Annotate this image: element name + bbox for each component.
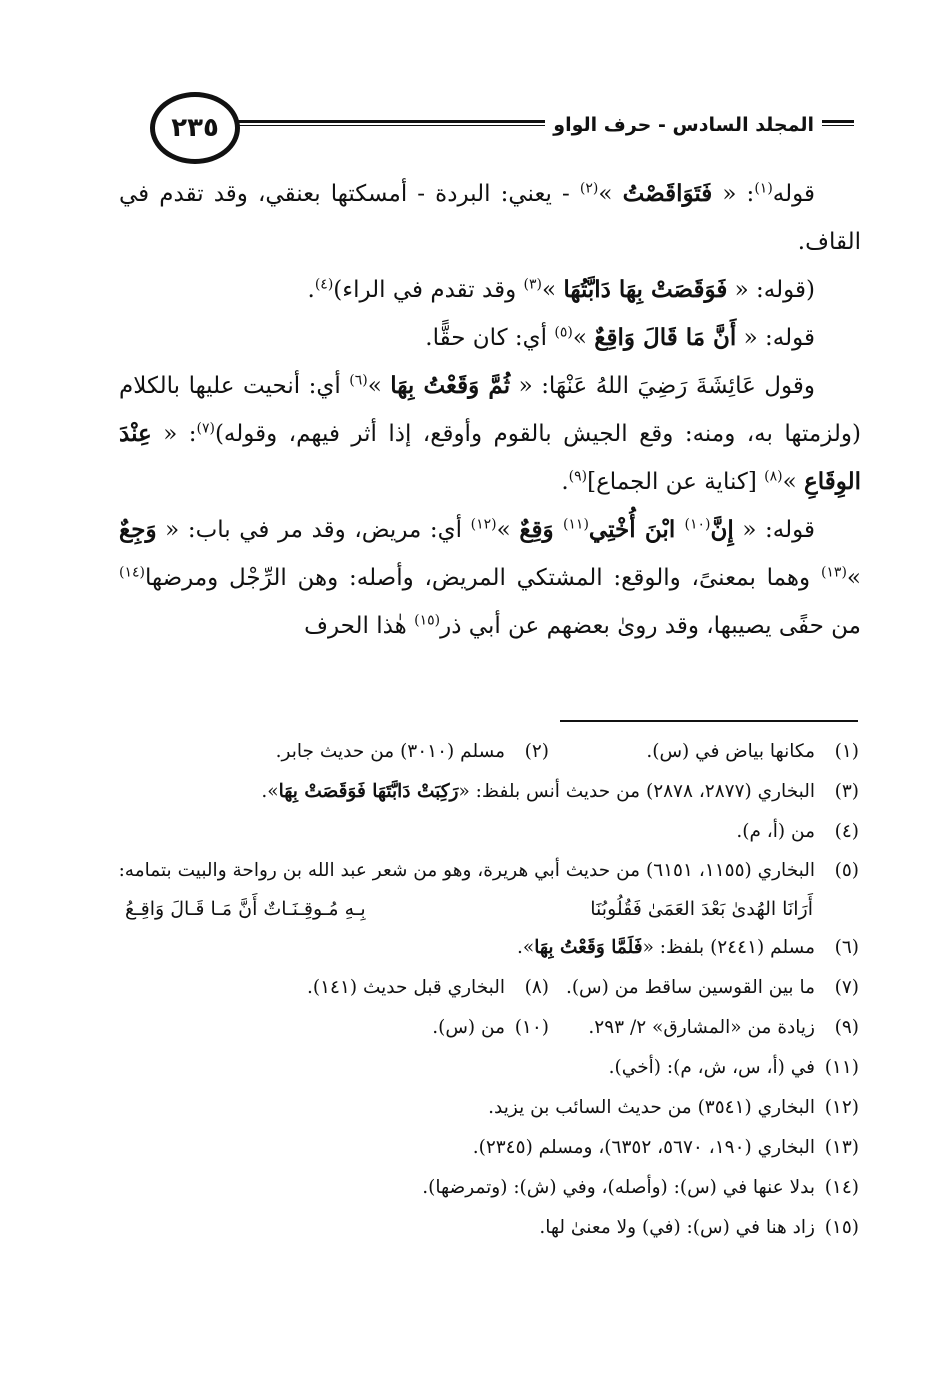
footnote-ref: (١٢) bbox=[470, 516, 497, 533]
paragraph-4: وقول عَائِشَةَ رَضِيَ اللهُ عَنْهَا: « ثُمَّ وَقَعْتُ بِهَا »$^{(٦)}$ أي: أنحيت عليها بالكلام (ولزمتها به، ومنه: وقع الجيش بالقوم وأوقع، إذا أثر فيهم، وقوله)$^{(٧)}$: « عِنْدَ الوِقَاعِ »$^{(٨)}$ [كناية عن الجماع]$^{(٩)}$. bbox=[119, 372, 861, 495]
footnote-ref: (٥) bbox=[554, 324, 573, 341]
footnote-15: (١٥) زاد هنا في (س): (في) ولا معنىٰ لها. bbox=[539, 1217, 859, 1238]
footnote-ref: (١١) bbox=[562, 516, 589, 533]
footnote-ref: (١٤) bbox=[119, 564, 145, 581]
footnote-ref: (٧) bbox=[196, 420, 215, 437]
footnote-3: (٣) البخاري (٢٨٧٧، ٢٨٧٨) من حديث أنس بلفظ: « رَكِبَتْ دَابَّتَهَا فَوَقَصَتْ بِهَا ». bbox=[261, 781, 859, 802]
hadith-word: وَجِعٌ bbox=[119, 516, 157, 543]
page-header bbox=[112, 92, 854, 162]
footnote-12: (١٢) البخاري (٣٥٤١) من حديث السائب بن يزيد. bbox=[488, 1097, 859, 1118]
footnote-8: (٨)البخاري قبل حديث (١٤١). bbox=[306, 977, 549, 998]
page-number-badge bbox=[150, 92, 240, 164]
footnote-ref: (١٠) bbox=[684, 516, 711, 533]
footnote-13: (١٣) البخاري (١٩٠، ٥٦٧٠، ٦٣٥٢)، ومسلم (٢٣٤٥). bbox=[472, 1137, 859, 1158]
verse-hemistich-1: أَرَانَا الهُدىٰ بَعْدَ العَمَىٰ فَقُلُوبُنَا bbox=[590, 898, 813, 920]
footnote-2: (٢)مسلم (٣٠١٠) من حديث جابر. bbox=[275, 741, 549, 762]
footnote-ref: (١٥) bbox=[414, 612, 441, 629]
footnote-ref: (٩) bbox=[568, 468, 588, 485]
footnote-row bbox=[115, 732, 859, 772]
footnote-ref: (٤) bbox=[314, 276, 334, 293]
footnote-row bbox=[115, 1008, 859, 1048]
running-title: المجلد السادس - حرف الواو bbox=[545, 114, 822, 136]
footnote-9: (٩)زيادة من «المشارق» ٢/ ٢٩٣. bbox=[588, 1017, 859, 1038]
footnote-ref: (٨) bbox=[764, 468, 783, 485]
footnotes bbox=[115, 732, 859, 1248]
footnote-separator bbox=[560, 720, 858, 722]
footnote-ref: (٢) bbox=[579, 180, 599, 197]
footnote-ref: (٦) bbox=[349, 372, 368, 389]
footnote-10: (١٠)من (س). bbox=[432, 1017, 549, 1038]
hadith-word: عِنْدَ الوِقَاعِ bbox=[119, 420, 861, 495]
hadith-word: ثُمَّ وَقَعْتُ بِهَا bbox=[390, 372, 511, 399]
footnote-1: (١)مكانها بياض في (س). bbox=[646, 741, 859, 762]
verse-hemistich-2: بِـهِ مُـوقِـنَـاتٌ أَنَّ مَـا قَـالَ وَاقِـعُ bbox=[125, 898, 366, 920]
footnote-ref: (١٣) bbox=[820, 564, 847, 581]
footnote-6: (٦) مسلم (٢٤٤١) بلفظ: « فَلَمَّا وَقَعْتُ بِهَا ». bbox=[516, 937, 859, 958]
footnote-ref: (٣) bbox=[523, 276, 542, 293]
hadith-word: إِنَّ bbox=[710, 516, 734, 543]
footnote-row bbox=[115, 968, 859, 1008]
hadith-word: فَتَوَاقَصْتُ bbox=[622, 180, 713, 207]
footnote-7: (٧)ما بين القوسين ساقط من (س). bbox=[565, 977, 859, 998]
footnote-14: (١٤) بدلا عنها في (س): (وأصله)، وفي (ش): (وتمرضها). bbox=[422, 1177, 859, 1198]
hadith-word: فَوَقَصَتْ بِهَا دَابَّتُهَا bbox=[563, 276, 728, 303]
paragraph-2: (قوله: « فَوَقَصَتْ بِهَا دَابَّتُهَا »$^{(٣)}$ وقد تقدم في الراء)$^{(٤)}$. bbox=[307, 276, 815, 303]
hadith-word: ابْنَ أُخْتِي bbox=[588, 516, 685, 543]
main-text bbox=[119, 170, 861, 650]
hadith-word: أَنَّ مَا قَالَ وَاقِعٌ bbox=[594, 324, 737, 351]
footnote-11: (١١) في (أ، س، ش، م): (أخي). bbox=[608, 1057, 859, 1078]
footnote-5: (٥) البخاري (١١٥٥، ٦١٥١) من حديث أبي هريرة، وهو من شعر عبد الله بن رواحة والبيت بتمامه: bbox=[118, 860, 859, 881]
paragraph-1: قوله$^{(١)}$: « فَتَوَاقَصْتُ »$^{(٢)}$ - يعني: البردة - أمسكتها بعنقي، وقد تقدم في القاف. bbox=[119, 180, 861, 255]
footnote-ref: (١) bbox=[754, 180, 773, 197]
paragraph-3: قوله: « أَنَّ مَا قَالَ وَاقِعٌ »$^{(٥)}$ أي: كان حقًّا. bbox=[425, 324, 815, 351]
hadith-word: وَقِعٌ bbox=[519, 516, 563, 543]
paragraph-5: قوله: « إِنَّ$^{(١٠)}$ ابْنَ أُخْتِي$^{(١١)}$ وَقِعٌ »$^{(١٢)}$ أي: مريض، وقد مر في باب: « وَجِعٌ »$^{(١٣)}$ وهما بمعنىً، والوقع: المشتكي المريض، وأصله: وهن الرِّجْل ومرضها$^{(١٤)}$ من حفًى يصيبها، وقد روىٰ بعضهم عن أبي ذر$^{(١٥)}$ هٰذا الحرف bbox=[119, 516, 861, 639]
poetry-verse bbox=[115, 890, 859, 928]
footnote-4: (٤) من (أ، م). bbox=[736, 821, 859, 842]
page-number: ٢٣٥ bbox=[171, 113, 219, 143]
